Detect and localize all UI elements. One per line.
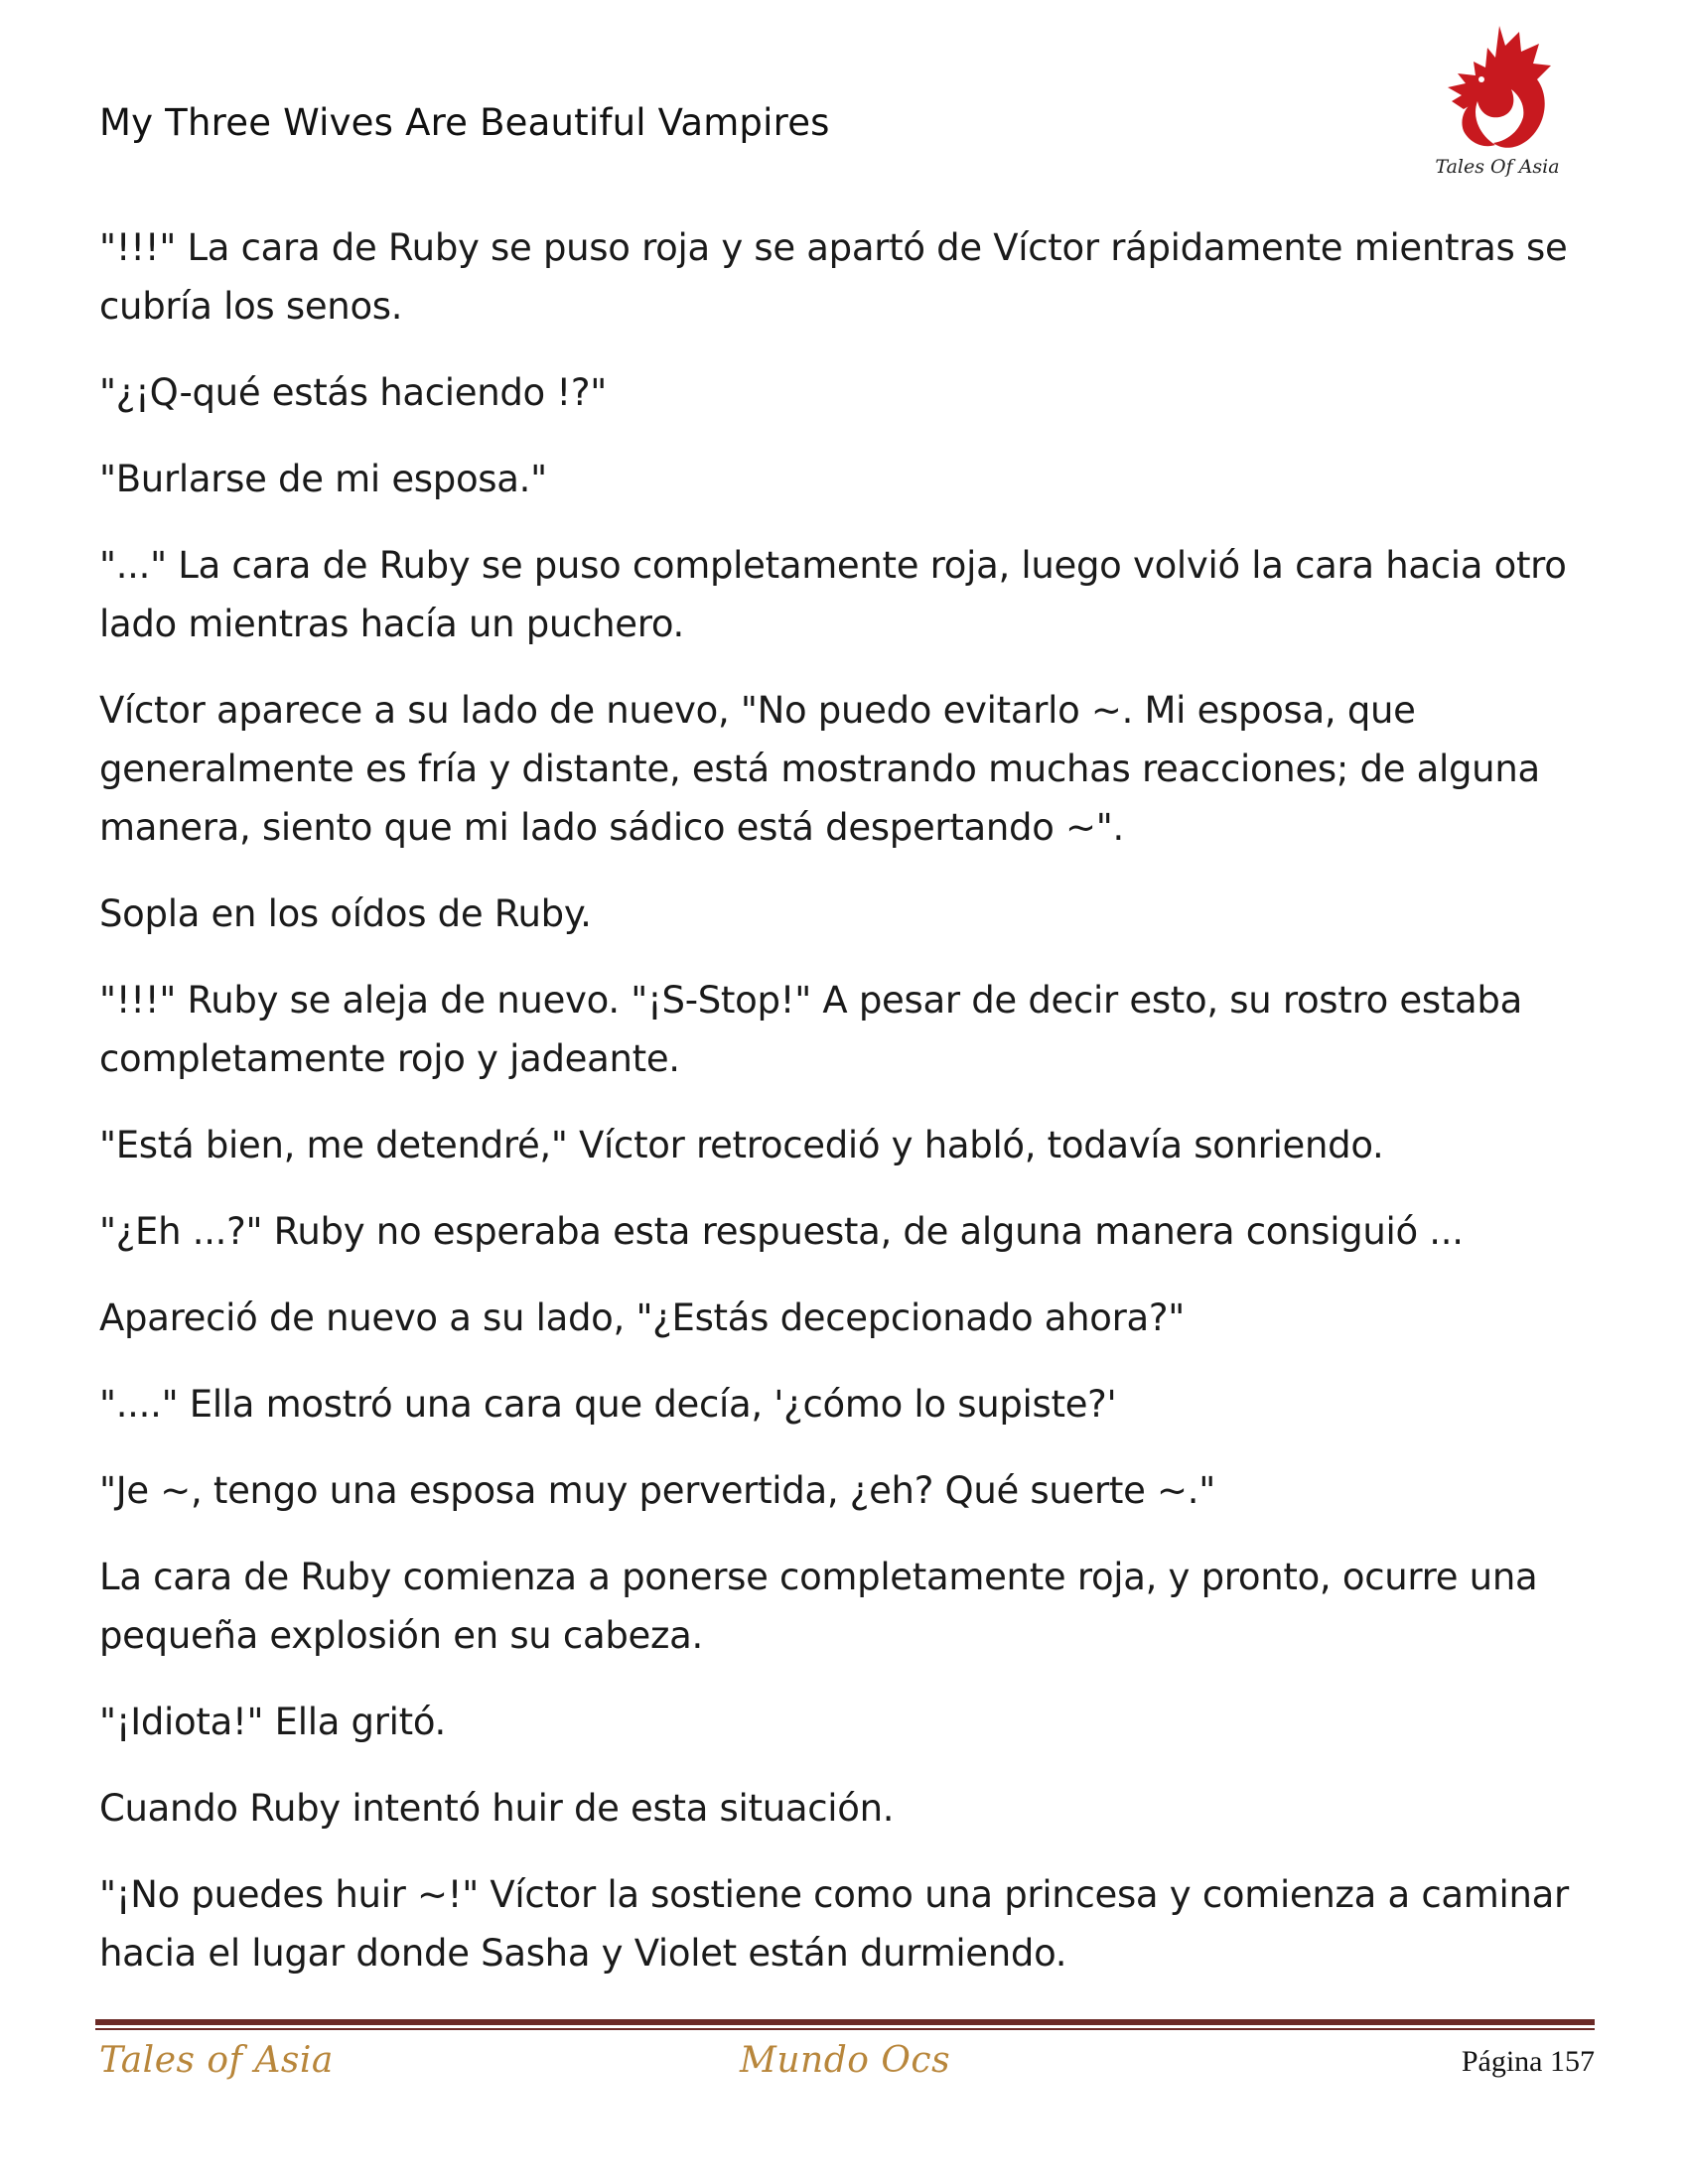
tales-of-asia-logo — [1428, 18, 1567, 182]
paragraph: "Está bien, me detendré," Víctor retrocedió y habló, todavía sonriendo. — [99, 1124, 1384, 1166]
book-title: My Three Wives Are Beautiful Vampires — [99, 101, 830, 144]
paragraph: "Burlarse de mi esposa." — [99, 458, 547, 500]
paragraph: Sopla en los oídos de Ruby. — [99, 892, 592, 935]
dragon-icon — [1428, 18, 1567, 182]
paragraph: Cuando Ruby intentó huir de esta situación. — [99, 1787, 895, 1830]
paragraph: "Je ~, tengo una esposa muy pervertida, ¿eh? Qué suerte ~." — [99, 1469, 1215, 1512]
logo-text: Tales Of Asia — [1435, 156, 1560, 178]
paragraph: "!!!" La cara de Ruby se puso roja y se apartó de Víctor rápidamente mientras se cubría los senos. — [99, 226, 1568, 328]
paragraph: Apareció de nuevo a su lado, "¿Estás decepcionado ahora?" — [99, 1297, 1185, 1339]
page-number: Página 157 — [1461, 2045, 1595, 2078]
footer-divider — [95, 2019, 1595, 2025]
footer-publisher: Tales of Asia — [99, 2040, 334, 2081]
footer-divider-thin — [95, 2028, 1595, 2030]
footer-site: Mundo Ocs — [740, 2040, 951, 2081]
paragraph: Víctor aparece a su lado de nuevo, "No puedo evitarlo ~. Mi esposa, que generalmente es fría y distante, está mostrando muchas reacciones; de alguna manera, siento que mi lado sádico está despertando ~". — [99, 689, 1540, 849]
paragraph: "!!!" Ruby se aleja de nuevo. "¡S-Stop!" A pesar de decir esto, su rostro estaba completamente rojo y jadeante. — [99, 979, 1522, 1080]
paragraph: "¡Idiota!" Ella gritó. — [99, 1701, 446, 1743]
page-body — [99, 218, 1594, 2010]
paragraph: "..." La cara de Ruby se puso completamente roja, luego volvió la cara hacia otro lado mientras hacía un puchero. — [99, 544, 1567, 645]
paragraph: "¿Eh ...?" Ruby no esperaba esta respuesta, de alguna manera consiguió ... — [99, 1210, 1464, 1253]
paragraph: La cara de Ruby comienza a ponerse completamente roja, y pronto, ocurre una pequeña explosión en su cabeza. — [99, 1556, 1538, 1657]
paragraph: "¡No puedes huir ~!" Víctor la sostiene como una princesa y comienza a caminar hacia el lugar donde Sasha y Violet están durmiendo. — [99, 1873, 1569, 1975]
paragraph: "¿¡Q-qué estás haciendo !?" — [99, 371, 607, 414]
paragraph: "...." Ella mostró una cara que decía, '¿cómo lo supiste?' — [99, 1383, 1117, 1426]
